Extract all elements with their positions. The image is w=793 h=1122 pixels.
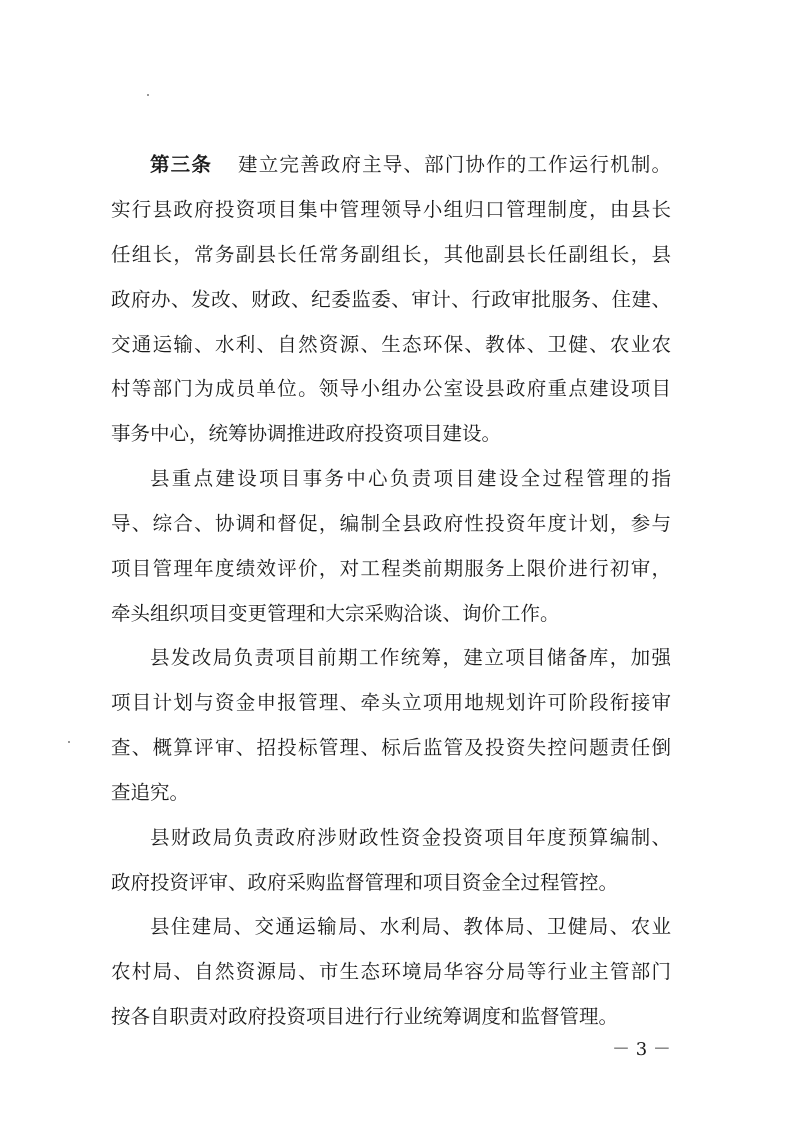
- paragraph-4-line-2: 政府投资评审、政府采购监督管理和项目资金全过程管控。: [111, 871, 619, 894]
- scan-speck: [68, 741, 70, 743]
- paragraph-2-line-3: 项目管理年度绩效评价，对工程类前期服务上限价进行初审，: [111, 557, 671, 580]
- paragraph-3-line-2: 项目计划与资金申报管理、牵头立项用地规划许可阶段衔接审: [111, 691, 671, 714]
- paragraph-5-line-1: 县住建局、交通运输局、水利局、教体局、卫健局、农业: [150, 915, 671, 938]
- paragraph-1-line-3: 任组长，常务副县长任常务副组长，其他副县长任副组长，县: [111, 243, 671, 266]
- paragraph-1-line-6: 村等部门为成员单位。领导小组办公室设县政府重点建设项目: [111, 377, 671, 400]
- paragraph-2-line-1: 县重点建设项目事务中心负责项目建设全过程管理的指: [150, 467, 671, 490]
- paragraph-1-line-5: 交通运输、水利、自然资源、生态环保、教体、卫健、农业农: [111, 333, 671, 356]
- paragraph-5-line-3: 按各自职责对政府投资项目进行行业统筹调度和监督管理。: [111, 1005, 619, 1028]
- paragraph-4-line-1: 县财政局负责政府涉财政性资金投资项目年度预算编制、: [150, 826, 671, 849]
- article-heading: 第三条: [150, 153, 213, 176]
- scan-speck: [147, 94, 149, 96]
- paragraph-1-line-7: 事务中心，统筹协调推进政府投资项目建设。: [111, 422, 502, 445]
- page-number: － 3 －: [612, 1039, 671, 1060]
- paragraph-1-line-4: 政府办、发改、财政、纪委监委、审计、行政审批服务、住建、: [111, 288, 671, 311]
- paragraph-3-line-3: 查、概算评审、招投标管理、标后监管及投资失控问题责任倒: [111, 736, 671, 759]
- paragraph-2-line-2: 导、综合、协调和督促，编制全县政府性投资年度计划，参与: [111, 512, 671, 535]
- paragraph-3-line-4: 查追究。: [111, 781, 190, 804]
- paragraph-3-line-1: 县发改局负责项目前期工作统筹，建立项目储备库，加强: [150, 646, 671, 669]
- paragraph-1-line-2: 实行县政府投资项目集中管理领导小组归口管理制度，由县长: [111, 198, 671, 221]
- paragraph-1-line-1: [150, 152, 671, 178]
- paragraph-2-line-4: 牵头组织项目变更管理和大宗采购洽谈、询价工作。: [111, 602, 560, 625]
- paragraph-text: 建立完善政府主导、部门协作的工作运行机制。: [238, 153, 671, 176]
- paragraph-5-line-2: 农村局、自然资源局、市生态环境局华容分局等行业主管部门: [111, 960, 671, 983]
